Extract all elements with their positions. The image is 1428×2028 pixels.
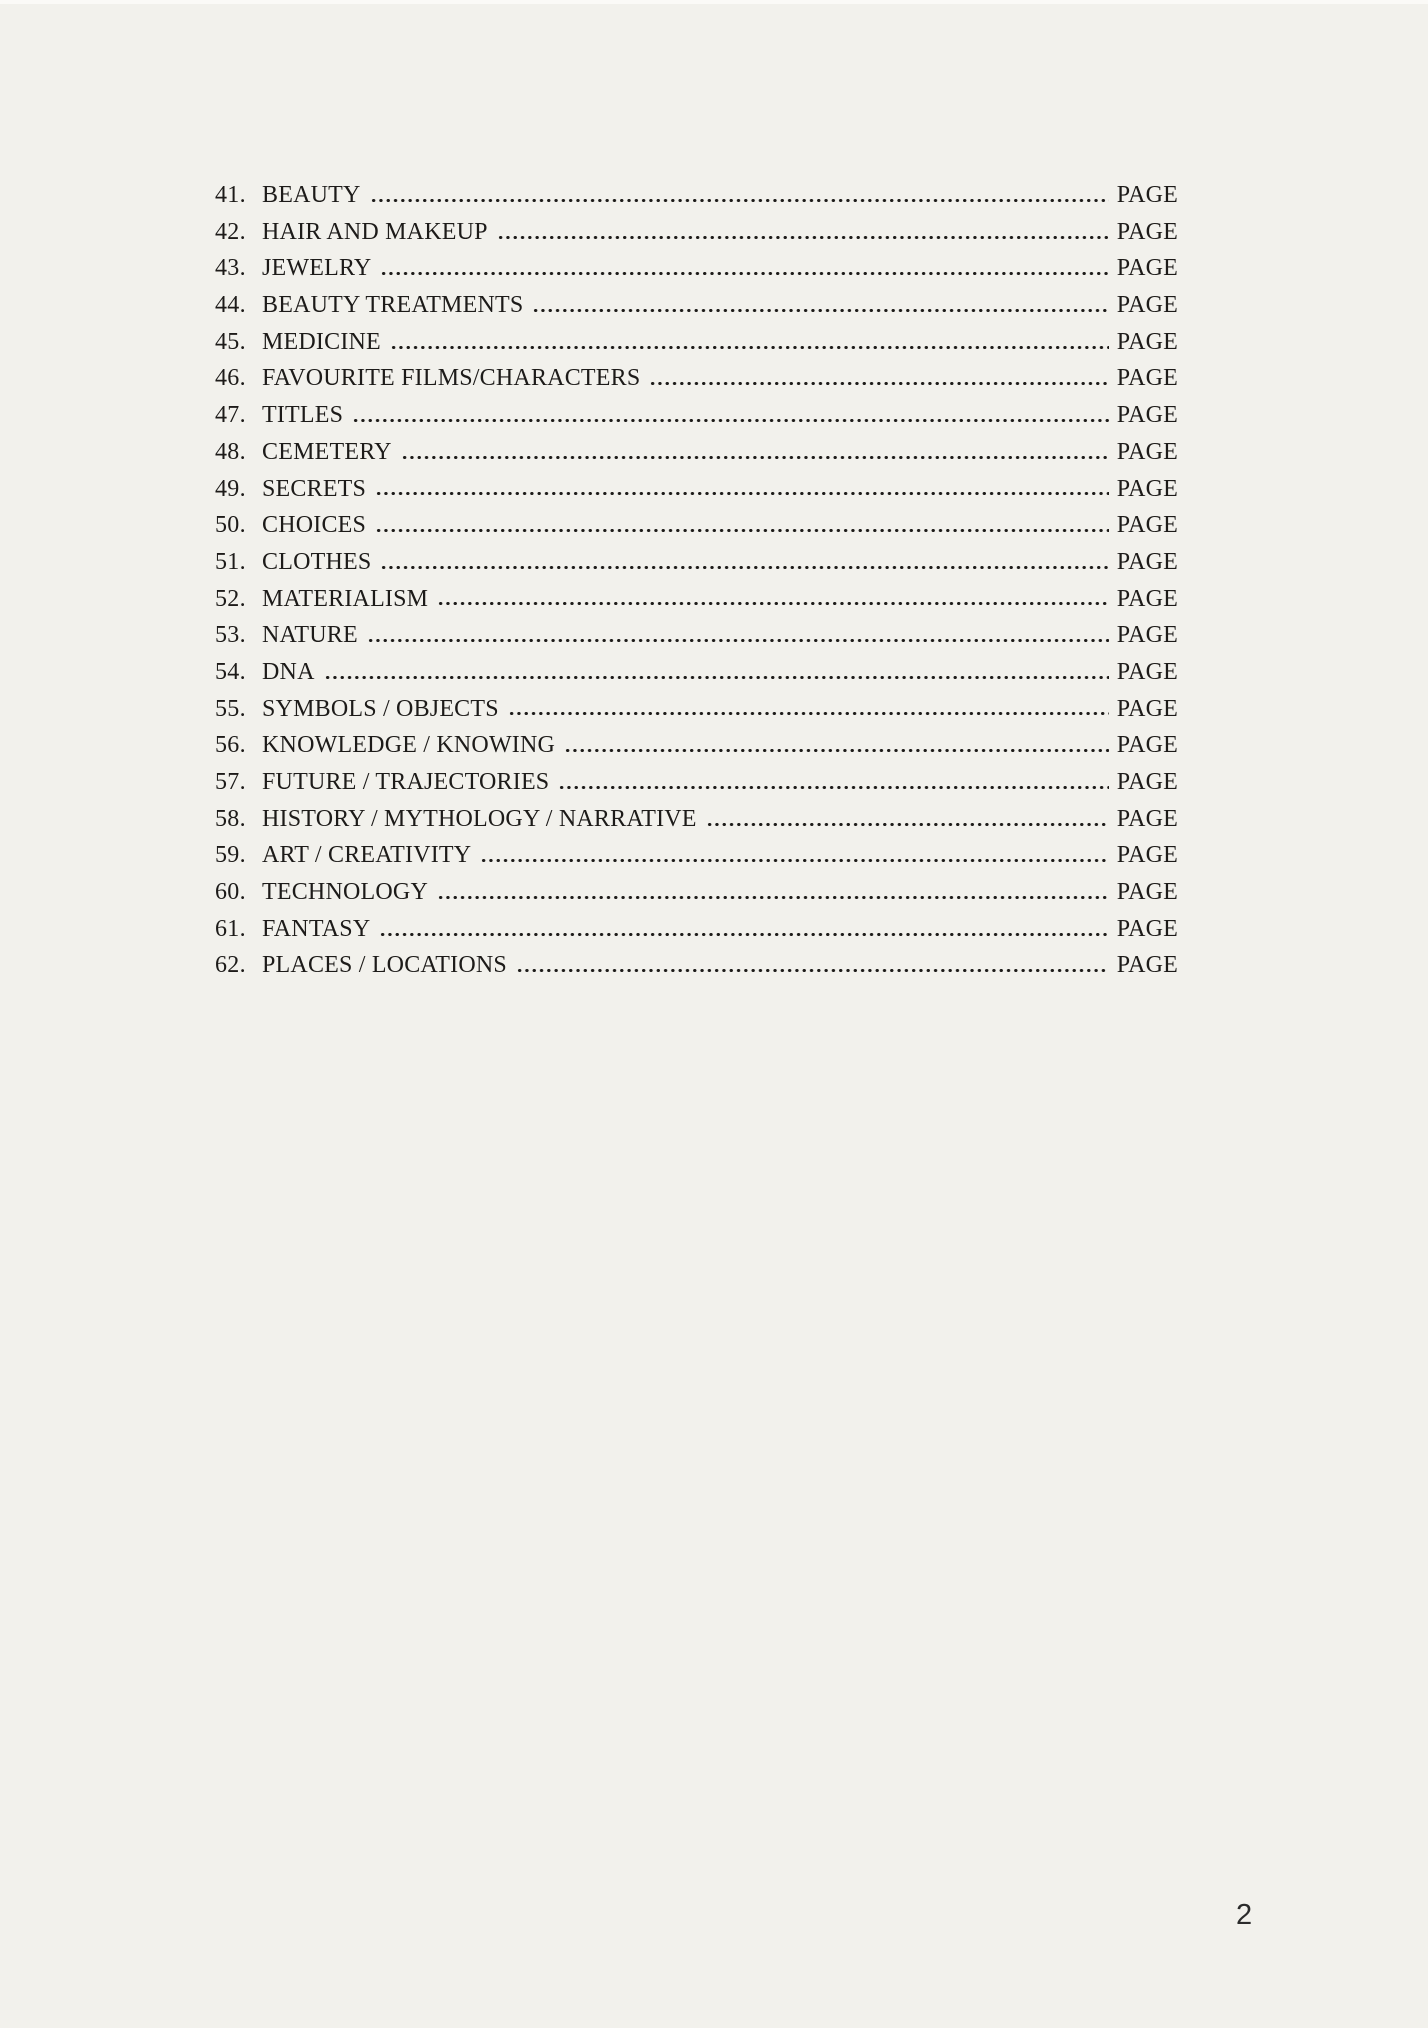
toc-entry-page-ref: PAGE	[1116, 805, 1178, 832]
dotted-leader	[508, 710, 1109, 716]
dotted-leader	[380, 269, 1108, 275]
toc-entry	[215, 250, 1178, 287]
dotted-leader	[649, 379, 1108, 385]
toc-entry-page-ref: PAGE	[1116, 512, 1178, 539]
toc-entry-title: MATERIALISM	[262, 585, 429, 612]
toc-entry-number: 61.	[215, 915, 246, 942]
toc-entry	[215, 727, 1178, 764]
dotted-leader	[497, 233, 1109, 239]
toc-entry-page-ref: PAGE	[1116, 438, 1178, 465]
toc-entry-title: MEDICINE	[262, 328, 381, 355]
toc-entry-page-ref: PAGE	[1116, 658, 1178, 685]
toc-entry-number: 52.	[215, 585, 246, 612]
toc-entry-title: SECRETS	[262, 475, 367, 502]
toc-entry-number: 43.	[215, 255, 246, 282]
toc-entry-page-ref: PAGE	[1116, 402, 1178, 429]
dotted-leader	[390, 343, 1109, 349]
dotted-leader	[437, 600, 1109, 606]
toc-entry-page-ref: PAGE	[1116, 622, 1178, 649]
toc-entry-page-ref: PAGE	[1116, 475, 1178, 502]
toc-entry-title: PLACES / LOCATIONS	[262, 952, 507, 979]
toc-entry-number: 49.	[215, 475, 246, 502]
page-number: 2	[1236, 1899, 1253, 1931]
toc-entry-title: HISTORY / MYTHOLOGY / NARRATIVE	[262, 805, 697, 832]
toc-entry-page-ref: PAGE	[1116, 548, 1178, 575]
toc-entry-number: 53.	[215, 622, 246, 649]
toc-entry-number: 55.	[215, 695, 246, 722]
toc-entry-title: CLOTHES	[262, 548, 372, 575]
toc-entry-title: FAVOURITE FILMS/CHARACTERS	[262, 365, 641, 392]
toc-entry-title: DNA	[262, 658, 315, 685]
dotted-leader	[516, 966, 1109, 972]
toc-entry-page-ref: PAGE	[1116, 365, 1178, 392]
toc-entry	[215, 837, 1178, 874]
toc-entry	[215, 544, 1178, 581]
toc-entry-page-ref: PAGE	[1116, 769, 1178, 795]
toc-entry-number: 41.	[215, 182, 246, 208]
toc-entry-number: 44.	[215, 292, 246, 319]
toc-entry	[215, 764, 1178, 801]
toc-entry	[215, 507, 1178, 544]
toc-entry-title: TITLES	[262, 402, 344, 429]
dotted-leader	[375, 526, 1109, 532]
toc-entry-page-ref: PAGE	[1116, 182, 1178, 208]
toc-entry	[215, 691, 1178, 728]
toc-entry-number: 54.	[215, 658, 246, 685]
toc-entry	[215, 801, 1178, 838]
toc-entry-title: ART / CREATIVITY	[262, 842, 472, 869]
toc-entry	[215, 654, 1178, 691]
toc-entry	[215, 617, 1178, 654]
toc-entry	[215, 324, 1178, 361]
toc-entry	[215, 287, 1178, 324]
toc-entry-number: 56.	[215, 732, 246, 759]
toc-entry-page-ref: PAGE	[1116, 292, 1178, 319]
toc-entry-number: 58.	[215, 805, 246, 832]
toc-entry	[215, 911, 1178, 948]
toc-entry-number: 46.	[215, 365, 246, 392]
toc-entry	[215, 947, 1178, 984]
toc-entry-title: SYMBOLS / OBJECTS	[262, 695, 499, 722]
dotted-leader	[532, 306, 1108, 312]
toc-list	[215, 177, 1178, 984]
toc-entry-title: KNOWLEDGE / KNOWING	[262, 732, 556, 759]
toc-entry-page-ref: PAGE	[1116, 732, 1178, 759]
toc-entry	[215, 471, 1178, 508]
toc-entry-number: 51.	[215, 548, 246, 575]
dotted-leader	[706, 820, 1109, 826]
dotted-leader	[352, 416, 1109, 422]
toc-entry-title: BEAUTY TREATMENTS	[262, 292, 524, 319]
toc-entry-number: 47.	[215, 402, 246, 429]
toc-entry-page-ref: PAGE	[1116, 585, 1178, 612]
toc-entry-page-ref: PAGE	[1116, 952, 1178, 979]
toc-entry-title: CEMETERY	[262, 438, 392, 465]
toc-entry-number: 60.	[215, 879, 246, 906]
toc-entry	[215, 581, 1178, 618]
toc-entry-page-ref: PAGE	[1116, 218, 1178, 245]
toc-entry-title: FUTURE / TRAJECTORIES	[262, 769, 550, 795]
toc-entry-title: FANTASY	[262, 915, 371, 942]
dotted-leader	[437, 893, 1109, 899]
toc-entry	[215, 434, 1178, 471]
toc-entry-page-ref: PAGE	[1116, 255, 1178, 282]
toc-entry-number: 45.	[215, 328, 246, 355]
toc-entry-number: 50.	[215, 512, 246, 539]
dotted-leader	[324, 673, 1109, 679]
toc-entry-number: 59.	[215, 842, 246, 869]
toc-entry	[215, 360, 1178, 397]
toc-entry	[215, 874, 1178, 911]
dotted-leader	[375, 490, 1109, 496]
toc-entry-title: NATURE	[262, 622, 358, 649]
toc-entry-number: 48.	[215, 438, 246, 465]
toc-entry-title: TECHNOLOGY	[262, 879, 428, 906]
toc-entry-title: CHOICES	[262, 512, 367, 539]
toc-entry-page-ref: PAGE	[1116, 328, 1178, 355]
dotted-leader	[401, 453, 1109, 459]
toc-entry-title: BEAUTY	[262, 182, 361, 208]
dotted-leader	[370, 196, 1109, 202]
toc-entry-number: 57.	[215, 769, 246, 795]
toc-entry	[215, 397, 1178, 434]
toc-entry-title: JEWELRY	[262, 255, 372, 282]
toc-entry-number: 62.	[215, 952, 246, 979]
toc-entry-page-ref: PAGE	[1116, 915, 1178, 942]
dotted-leader	[380, 563, 1108, 569]
toc-entry-page-ref: PAGE	[1116, 842, 1178, 869]
toc-entry-page-ref: PAGE	[1116, 879, 1178, 906]
toc-entry-page-ref: PAGE	[1116, 695, 1178, 722]
dotted-leader	[379, 930, 1108, 936]
dotted-leader	[367, 636, 1109, 642]
dotted-leader	[564, 746, 1109, 752]
dotted-leader	[558, 783, 1108, 789]
dotted-leader	[480, 856, 1108, 862]
toc-entry-title: HAIR AND MAKEUP	[262, 218, 488, 245]
toc-entry-number: 42.	[215, 218, 246, 245]
toc-entry	[215, 177, 1178, 214]
toc-entry	[215, 214, 1178, 251]
page-top-edge	[0, 0, 1428, 4]
